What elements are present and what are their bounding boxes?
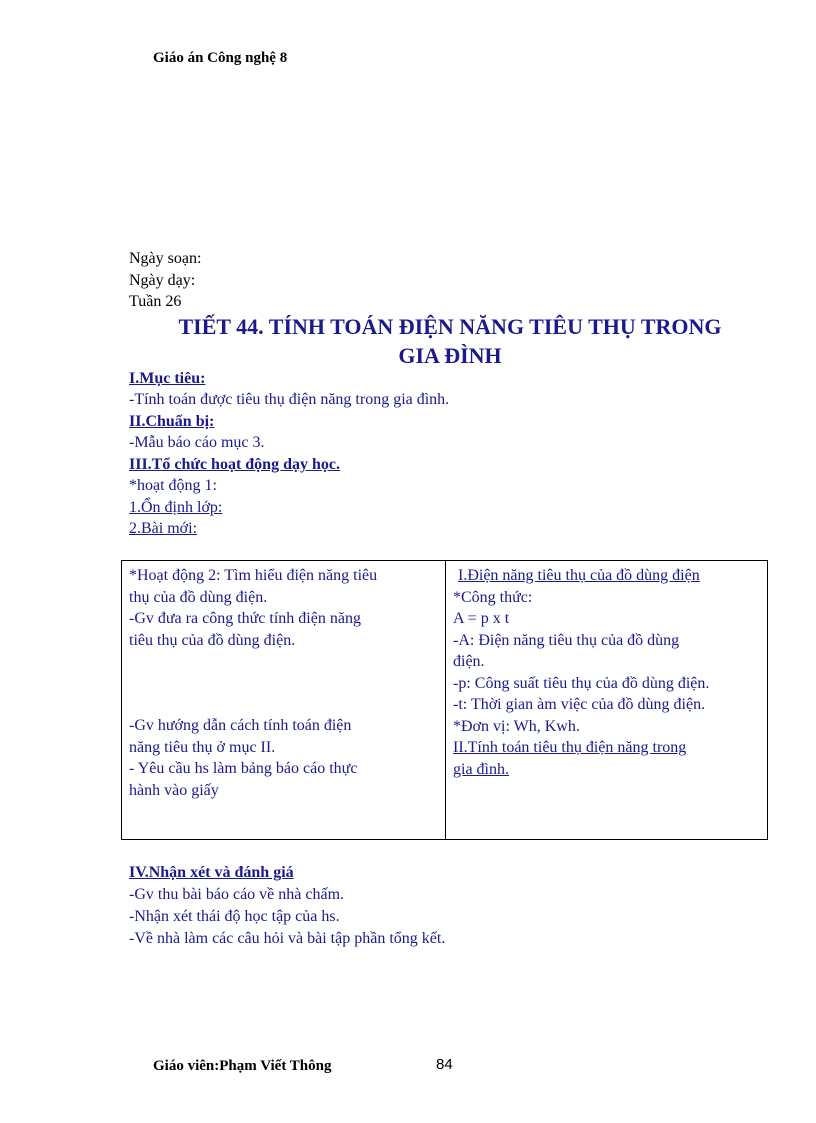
lesson-title-line2: GIA ĐÌNH [398, 343, 502, 368]
left-line: tiêu thụ của đồ dùng điện. [129, 631, 296, 649]
activity-table [121, 560, 768, 840]
left-line: - Yêu cầu hs làm bảng báo cáo thực [129, 760, 358, 777]
evaluation-heading: IV.Nhận xét và đánh giá [129, 864, 294, 881]
on-dinh-lop: 1.Ổn định lớp: [129, 499, 223, 516]
section-heading-1: I.Điện năng tiêu thụ của đồ dùng điện [458, 567, 700, 584]
evaluation-item: -Về nhà làm các câu hỏi và bài tập phần tổng kết. [129, 930, 446, 947]
left-line: -Gv đưa ra công thức tính điện năng [129, 610, 361, 627]
to-chuc-heading: III.Tổ chức hoạt động dạy học. [129, 456, 340, 473]
don-vi: *Đơn vị: Wh, Kwh. [453, 717, 580, 735]
document-header: Giáo án Công nghệ 8 [153, 50, 288, 66]
left-line: thụ của đồ dùng điện. [129, 588, 268, 606]
evaluation-item: -Gv thu bài báo cáo về nhà chấm. [129, 886, 345, 903]
ngay-day: Ngày dạy: [129, 272, 196, 289]
tuan: Tuần 26 [129, 293, 182, 310]
muc-tieu-heading: I.Mục tiêu: [129, 370, 206, 387]
muc-tieu-text: -Tính toán được tiêu thụ điện năng trong gia đình. [129, 391, 450, 408]
bai-moi: 2.Bài mới: [129, 520, 198, 537]
ngay-soan: Ngày soạn: [129, 250, 202, 267]
chuan-bi-heading: II.Chuẩn bị: [129, 413, 215, 430]
page-number: 84 [436, 1056, 453, 1073]
a-definition: -A: Điện năng tiêu thụ của đồ dùng [453, 631, 680, 649]
spacer [129, 651, 439, 715]
section-heading-2: II.Tính toán tiêu thụ điện năng trong [453, 739, 687, 756]
left-line: năng tiêu thụ ở mục II. [129, 738, 276, 756]
cong-thuc-label: *Công thức: [453, 588, 533, 606]
content-cell [446, 561, 768, 840]
formula: A = p x t [453, 610, 510, 627]
left-line: hành vào giấy [129, 781, 219, 799]
teacher-activity-cell [122, 561, 446, 840]
p-definition: -p: Công suất tiêu thụ của đồ dùng điện. [453, 674, 710, 692]
hoat-dong-1: *hoạt động 1: [129, 477, 217, 494]
teacher-name: Giáo viên:Phạm Viết Thông [153, 1058, 332, 1074]
lesson-title [100, 312, 800, 370]
left-line: *Hoạt động 2: Tìm hiểu điện năng tiêu [129, 567, 378, 584]
left-line: -Gv hướng dẫn cách tính toán điện [129, 717, 352, 734]
evaluation-item: -Nhận xét thái độ học tập của hs. [129, 908, 340, 925]
t-definition: -t: Thời gian àm việc của đồ dùng điện. [453, 696, 706, 713]
chuan-bi-text: -Mẫu báo cáo mục 3. [129, 434, 265, 451]
a-definition-cont: điện. [453, 653, 485, 670]
lesson-title-line1: TIẾT 44. TÍNH TOÁN ĐIỆN NĂNG TIÊU THỤ TRONG [178, 314, 722, 339]
section-heading-2-cont: gia đình. [453, 760, 509, 778]
